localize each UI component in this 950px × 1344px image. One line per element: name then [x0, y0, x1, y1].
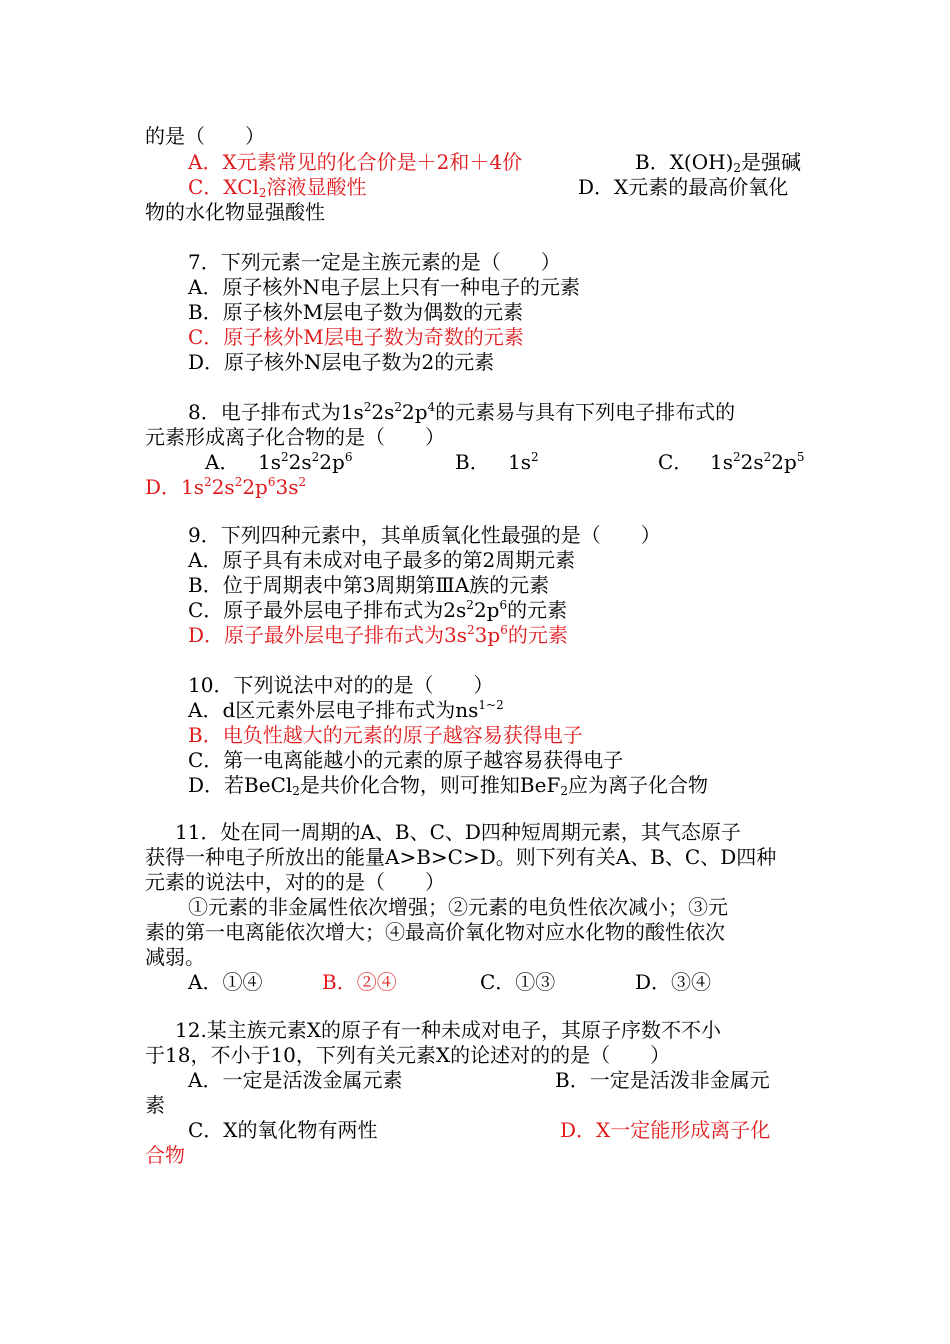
q7-option-b: B．原子核外M层电子数为偶数的元素	[188, 300, 524, 324]
q8-option-a-config	[258, 450, 352, 474]
q8-option-b-config	[508, 450, 539, 474]
q11-stem-line3: 元素的说法中，对的的是（ ）	[145, 870, 445, 894]
q8-b-sup: 2	[531, 450, 539, 464]
q8-stem-text-3: 2p	[402, 400, 428, 424]
q11-option-b: B．②④	[322, 970, 397, 994]
q10-d-text-3: 应为离子化合物	[567, 773, 708, 797]
q7-option-a: A．原子核外N电子层上只有一种电子的元素	[188, 275, 580, 299]
q8-stem-line2: 元素形成离子化合物的是（ ）	[145, 425, 445, 449]
q8-a-sup: 2	[281, 450, 289, 464]
q10-d-text: D．若BeCl	[188, 773, 293, 797]
q7-stem: 7．下列元素一定是主族元素的是（ ）	[188, 250, 561, 274]
q10-d-text-2: 是共价化合物，则可推知BeF	[299, 773, 561, 797]
q8-d-orbital-2: 2s	[211, 475, 235, 499]
q10-option-c: C．第一电离能越小的元素的原子越容易获得电子	[188, 748, 624, 772]
q11-stem-line4: ①元素的非金属性依次增强；②元素的电负性依次减小；③元	[188, 895, 728, 919]
q8-option-c-config	[710, 450, 804, 474]
q7-option-c: C．原子核外M层电子数为奇数的元素	[188, 325, 524, 349]
q12-option-d-line2: 合物	[145, 1143, 185, 1167]
q8-sup-2: 2	[394, 400, 402, 414]
q9-d-text: D．原子最外层电子排布式为3s	[188, 623, 468, 647]
q6-c-text-2: 溶液显酸性	[266, 175, 367, 199]
q9-stem: 9．下列四种元素中，其单质氧化性最强的是（ ）	[188, 523, 661, 547]
q6-b-text-2: 是强碱	[741, 150, 802, 174]
q8-c-orbital-2: 2s	[740, 450, 764, 474]
q10-d-sub-2: 2	[560, 784, 568, 798]
q9-d-text-3: 的元素	[507, 623, 568, 647]
q8-stem-text-2: 2s	[371, 400, 395, 424]
q8-option-b-label: B．	[455, 450, 490, 474]
q10-option-a	[188, 698, 504, 722]
q8-c-sup-3: 5	[796, 450, 805, 464]
q12-option-b-line1: B．一定是活泼非金属元	[555, 1068, 770, 1092]
q8-b-orbital: 1s	[508, 450, 531, 474]
q8-d-orbital-3: 2p	[242, 475, 268, 499]
q6-option-d-line1: D．X元素的最高价氧化	[578, 175, 789, 199]
q8-d-orbital: 1s	[181, 475, 205, 499]
q8-a-sup-2: 2	[311, 450, 320, 464]
q11-stem-line6: 减弱。	[145, 945, 205, 969]
q9-option-a: A．原子具有未成对电子最多的第2周期元素	[188, 548, 576, 572]
q8-a-orbital-2: 2s	[288, 450, 312, 474]
q10-option-b: B．电负性越大的元素的原子越容易获得电子	[188, 723, 583, 747]
q9-d-sup-2: 6	[500, 623, 508, 637]
q12-stem-line2: 于18，不小于10，下列有关元素X的论述对的的是（ ）	[145, 1043, 671, 1067]
q6-b-sub: 2	[733, 161, 742, 175]
q8-option-c-label: C．	[658, 450, 694, 474]
q9-c-sup-2: 6	[499, 598, 508, 612]
q12-option-b-line2: 素	[145, 1093, 165, 1117]
q6-option-d-line2: 物的水化物显强酸性	[145, 200, 325, 224]
q10-d-sub: 2	[292, 784, 300, 798]
q9-option-d	[188, 623, 568, 647]
q6-option-c	[188, 175, 367, 199]
q8-c-sup-2: 2	[763, 450, 772, 464]
q6-c-text: C．XCl	[188, 175, 259, 199]
q8-c-orbital-3: 2p	[771, 450, 797, 474]
q10-a-sup: 1~2	[478, 698, 504, 712]
q6-stem-tail: 的是（ ）	[145, 124, 265, 148]
q9-option-c	[188, 598, 567, 622]
q8-stem-text: 8．电子排布式为1s	[188, 400, 364, 424]
q8-stem-line1	[188, 400, 735, 424]
q8-c-sup: 2	[733, 450, 741, 464]
q9-c-text: C．原子最外层电子排布式为2s	[188, 598, 467, 622]
q12-option-a: A．一定是活泼金属元素	[188, 1068, 403, 1092]
q8-sup: 2	[363, 400, 372, 414]
q8-c-orbital: 1s	[710, 450, 733, 474]
q9-d-text-2: 3p	[474, 623, 501, 647]
q8-option-d	[145, 475, 306, 499]
q8-sup-3: 4	[427, 400, 436, 414]
q8-d-label: D．	[145, 475, 182, 499]
q8-d-orbital-4: 3s	[275, 475, 299, 499]
q8-d-sup-4: 2	[298, 475, 307, 489]
q9-d-sup: 2	[467, 623, 475, 637]
q11-option-c: C．①③	[480, 970, 556, 994]
q11-stem-line1: 11．处在同一周期的A、B、C、D四种短周期元素，其气态原子	[175, 820, 741, 844]
q8-d-sup-2: 2	[234, 475, 243, 489]
q11-stem-line5: 素的第一电离能依次增大；④最高价氧化物对应水化物的酸性依次	[145, 920, 725, 944]
q6-option-b	[635, 150, 801, 174]
q11-stem-line2: 获得一种电子所放出的能量A>B>C>D。则下列有关A、B、C、D四种	[145, 845, 777, 869]
q10-stem: 10．下列说法中对的的是（ ）	[188, 673, 494, 697]
q6-option-a: A．X元素常见的化合价是＋2和＋4价	[188, 150, 523, 174]
q9-c-text-3: 的元素	[507, 598, 568, 622]
q11-option-a: A．①④	[188, 970, 263, 994]
q12-stem-line1: 12.某主族元素X的原子有一种未成对电子，其原子序数不不小	[175, 1018, 722, 1042]
q10-option-d	[188, 773, 708, 797]
q6-b-text: B．X(OH)	[635, 150, 734, 174]
q9-option-b: B．位于周期表中第3周期第ⅢA族的元素	[188, 573, 550, 597]
q12-option-d-line1: D．X一定能形成离子化	[560, 1118, 771, 1142]
q9-c-text-2: 2p	[473, 598, 500, 622]
q8-a-orbital-3: 2p	[319, 450, 345, 474]
q6-c-sub: 2	[258, 186, 267, 200]
q8-d-sup: 2	[204, 475, 212, 489]
q9-c-sup: 2	[466, 598, 474, 612]
q8-stem-text-4: 的元素易与具有下列电子排布式的	[435, 400, 736, 424]
q8-a-orbital: 1s	[258, 450, 281, 474]
q12-option-c: C．X的氧化物有两性	[188, 1118, 378, 1142]
q7-option-d: D．原子核外N层电子数为2的元素	[188, 350, 495, 374]
q11-option-d: D．③④	[635, 970, 712, 994]
q8-a-sup-3: 6	[344, 450, 353, 464]
q8-option-a-label: A．	[205, 450, 240, 474]
q8-d-sup-3: 6	[267, 475, 276, 489]
q10-a-text: A．d区元素外层电子排布式为ns	[188, 698, 479, 722]
